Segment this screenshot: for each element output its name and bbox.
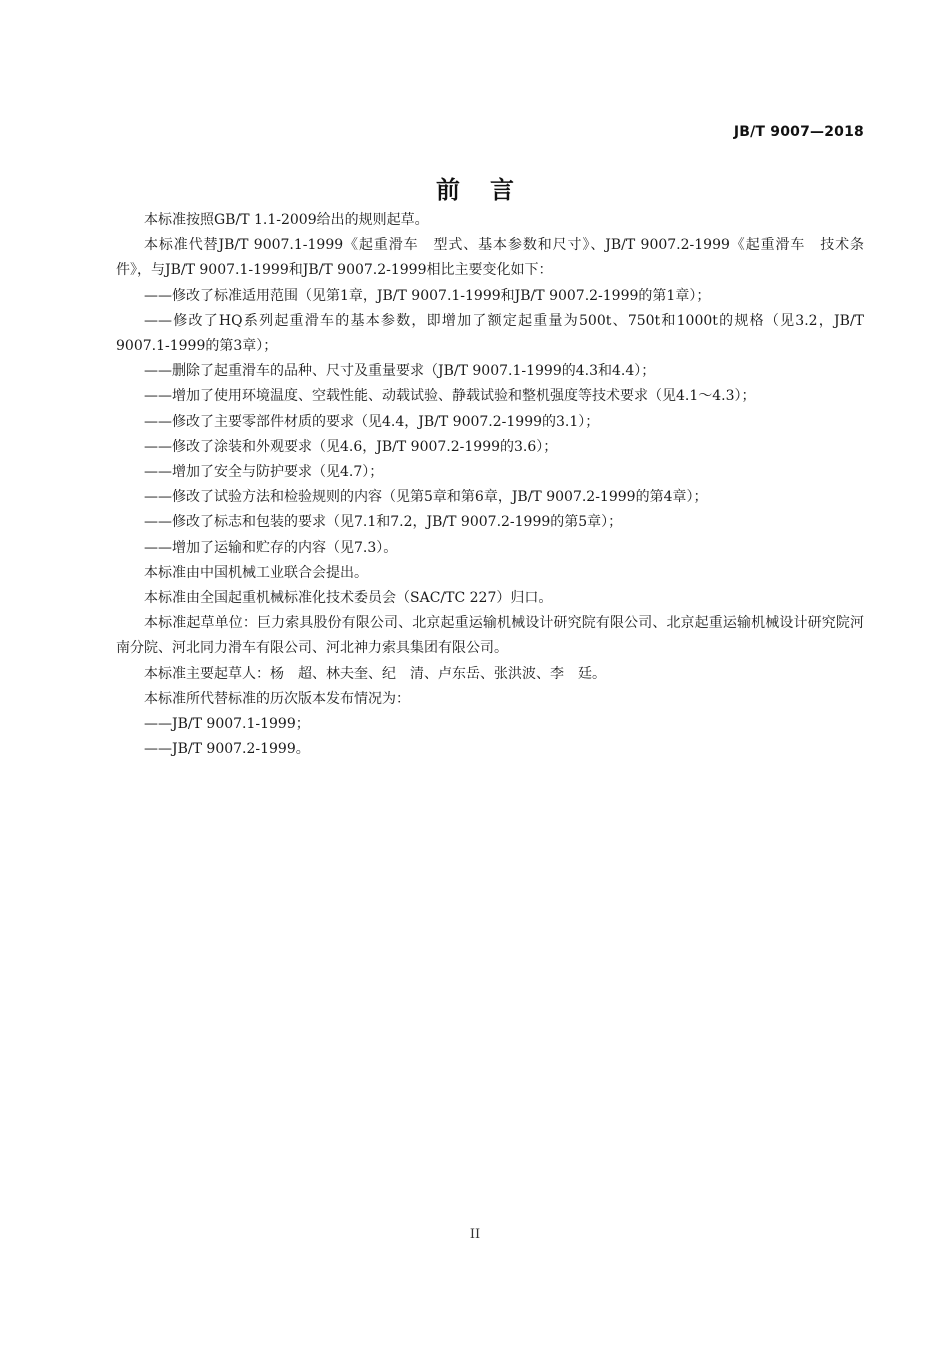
paragraph-drafting-units: 本标准起草单位：巨力索具股份有限公司、北京起重运输机械设计研究院有限公司、北京起重运输机械设计研究院河南分院、河北同力滑车有限公司、河北神力索具集团有限公司。 — [116, 615, 864, 657]
change-item: ——修改了主要零部件材质的要求（见4.4，JB/T 9007.2-1999的3.1）； — [144, 413, 600, 430]
change-item: ——删除了起重滑车的品种、尺寸及重量要求（JB/T 9007.1-1999的4.3和4.4）； — [144, 363, 656, 380]
paragraph-replaces: 本标准代替JB/T 9007.1-1999《起重滑车 型式、基本参数和尺寸》、JB/T 9007.2-1999《起重滑车 技术条件》，与JB/T 9007.1-1999和JB/T 9007.2-1999相比主要变化如下： — [116, 237, 864, 279]
page-number: II — [469, 1227, 481, 1242]
foreword-body — [116, 208, 864, 762]
paragraph-previous-editions: 本标准所代替标准的历次版本发布情况为： — [144, 690, 410, 707]
standard-code-header: JB/T 9007—2018 — [733, 124, 864, 140]
change-item: ——修改了HQ系列起重滑车的基本参数，即增加了额定起重量为500t、750t和1000t的规格（见3.2，JB/T 9007.1-1999的第3章）； — [116, 312, 864, 355]
page-title: 前言 — [436, 176, 544, 204]
paragraph-proposed-by: 本标准由中国机械工业联合会提出。 — [144, 564, 368, 581]
previous-edition-item: ——JB/T 9007.2-1999。 — [144, 741, 310, 758]
change-item: ——修改了标准适用范围（见第1章，JB/T 9007.1-1999和JB/T 9007.2-1999的第1章）； — [144, 287, 711, 304]
previous-edition-item: ——JB/T 9007.1-1999； — [144, 716, 310, 733]
change-item: ——修改了涂装和外观要求（见4.6，JB/T 9007.2-1999的3.6）； — [144, 438, 558, 455]
change-item: ——增加了使用环境温度、空载性能、动载试验、静载试验和整机强度等技术要求（见4.1～4.3）； — [144, 388, 756, 405]
paragraph-administered-by: 本标准由全国起重机械标准化技术委员会（SAC/TC 227）归口。 — [144, 590, 553, 607]
change-item: ——增加了安全与防护要求（见4.7）； — [144, 464, 384, 481]
change-item: ——增加了运输和贮存的内容（见7.3）。 — [144, 539, 398, 556]
change-item: ——修改了标志和包装的要求（见7.1和7.2，JB/T 9007.2-1999的第5章）； — [144, 514, 623, 531]
paragraph-drafting-rules: 本标准按照GB/T 1.1-2009给出的规则起草。 — [144, 212, 429, 228]
paragraph-drafters: 本标准主要起草人：杨 超、林夫奎、纪 清、卢东岳、张洪波、李 廷。 — [144, 665, 606, 682]
change-item: ——修改了试验方法和检验规则的内容（见第5章和第6章，JB/T 9007.2-1999的第4章）； — [144, 489, 708, 506]
